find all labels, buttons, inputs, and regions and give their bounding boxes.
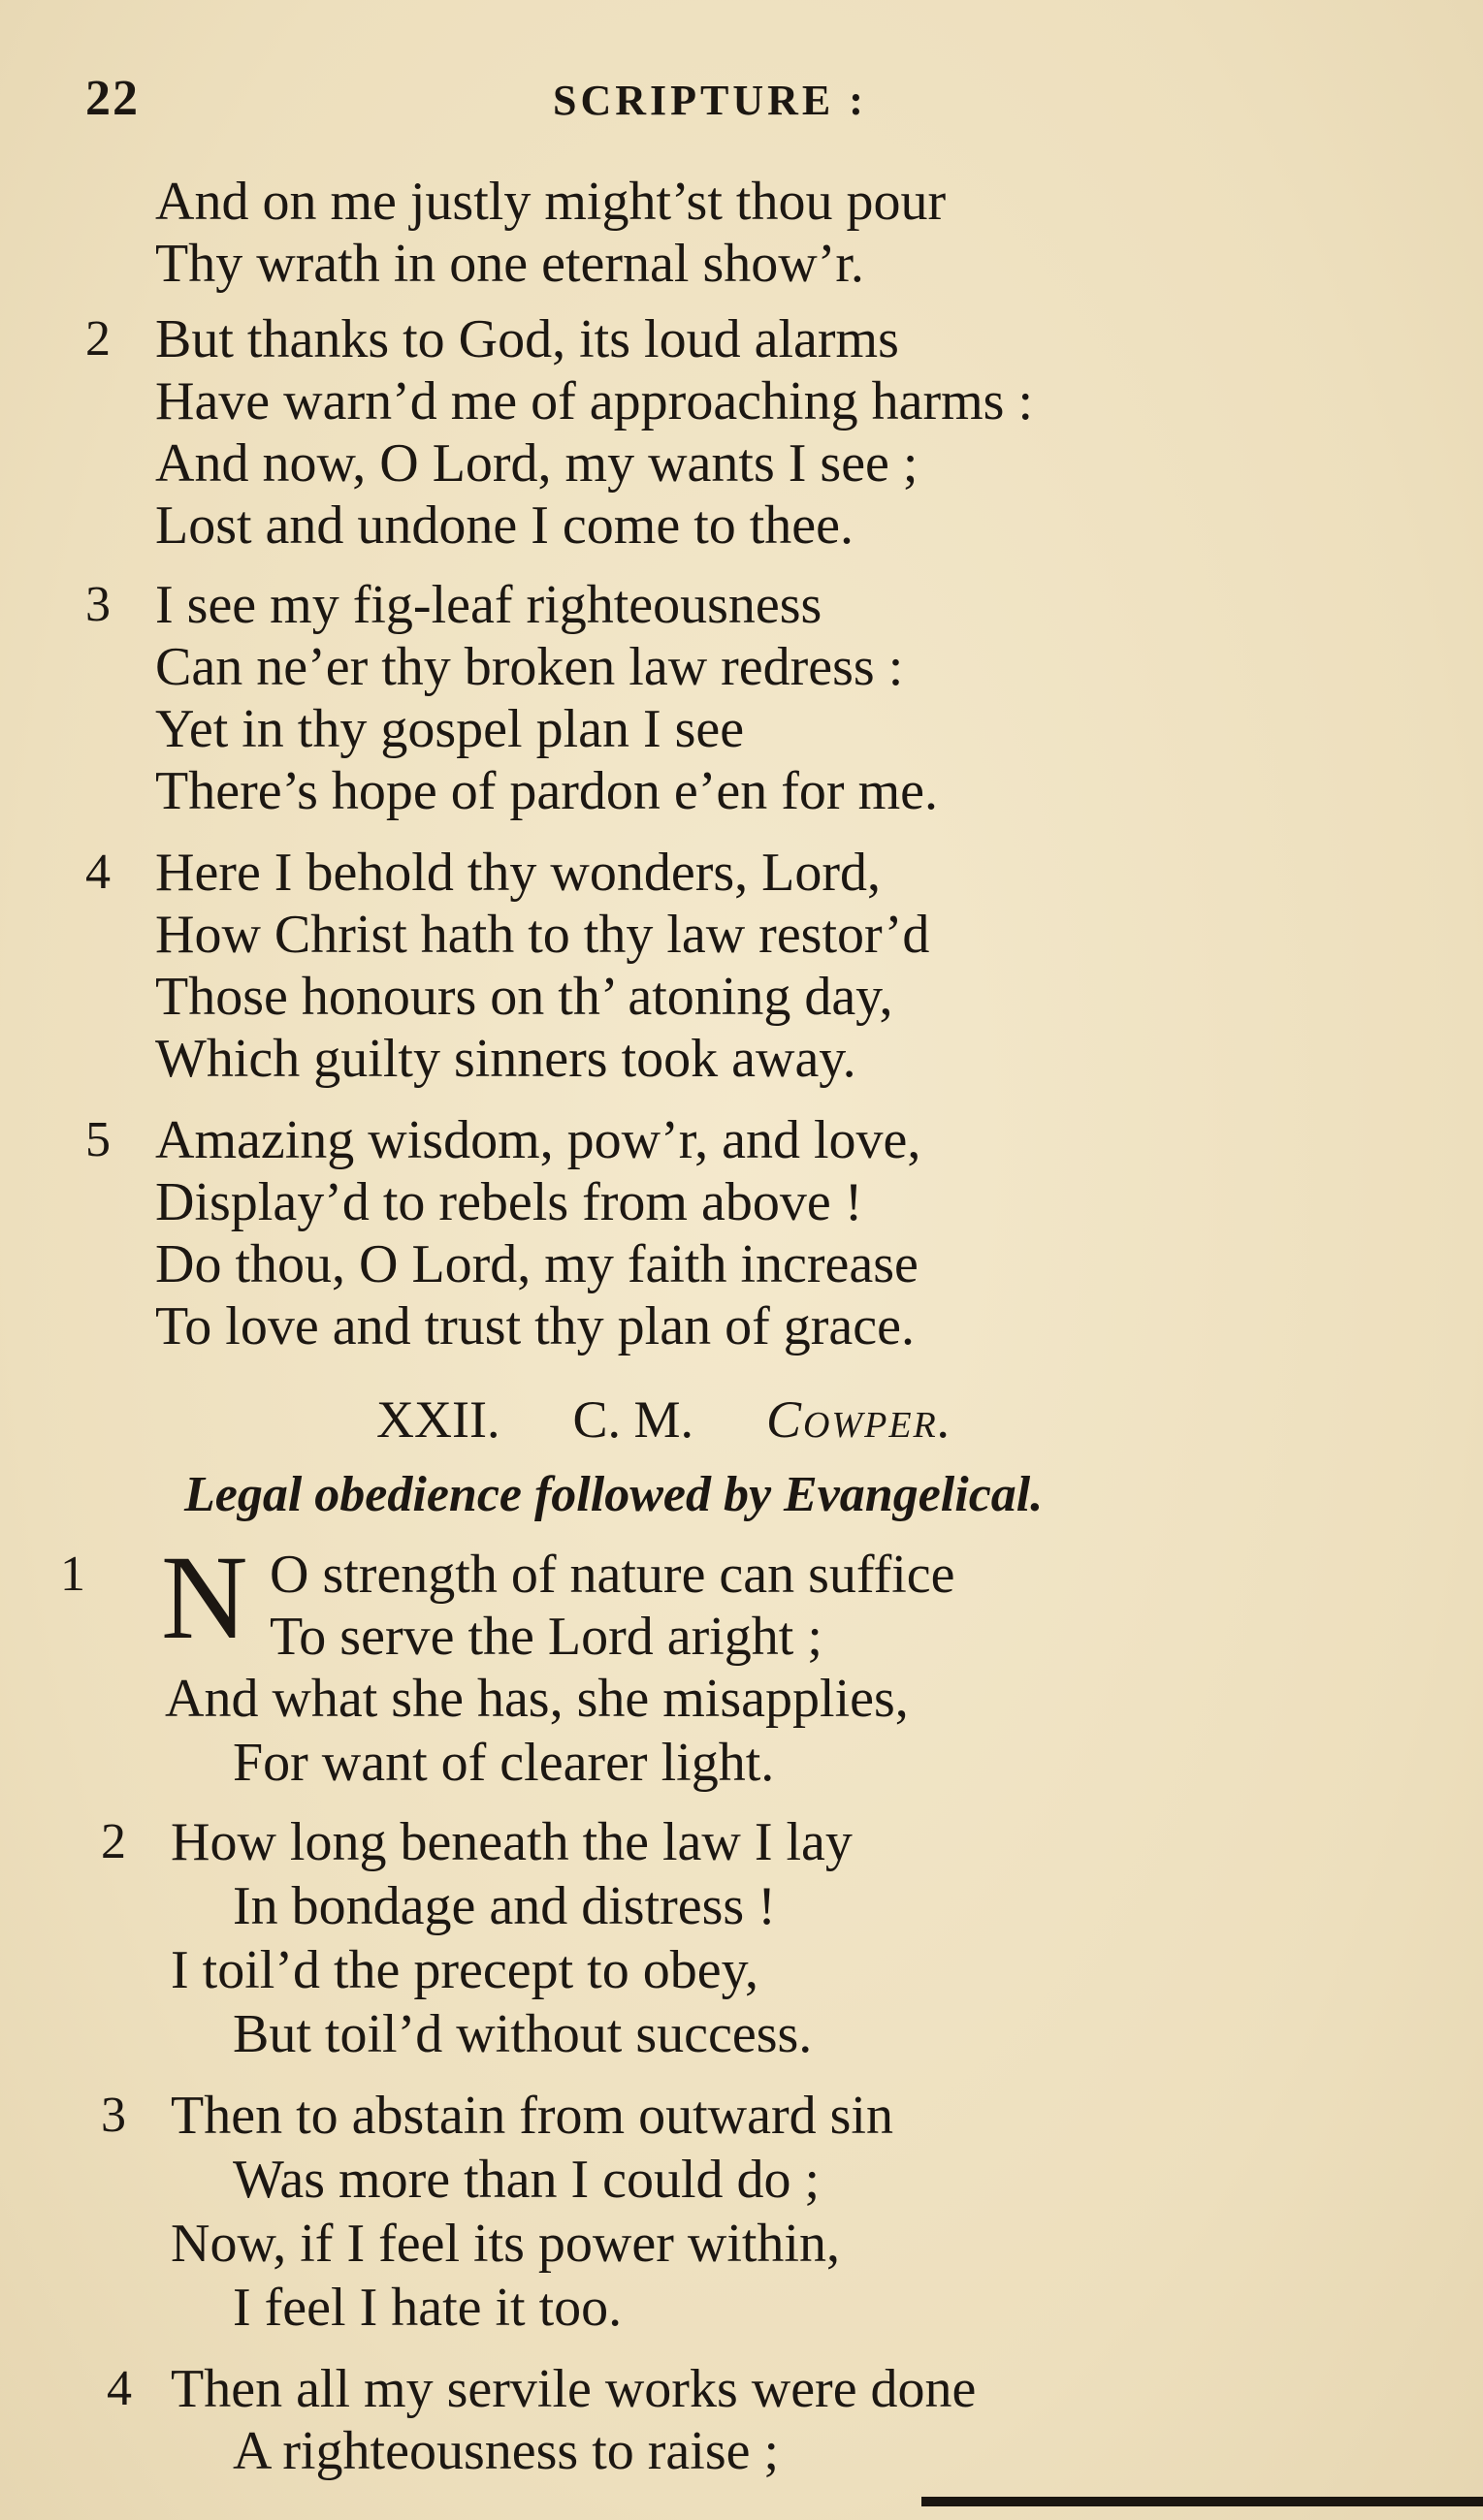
hymn-line: Can ne’er thy broken law redress :	[155, 637, 904, 697]
hymn-line: But thanks to God, its loud alarms	[155, 309, 899, 369]
hymn-line: How long beneath the law I lay	[171, 1812, 853, 1872]
hymn-line: I see my fig-leaf righteousness	[155, 575, 822, 635]
hymn-line: Then to abstain from outward sin	[171, 2086, 893, 2146]
hymn-line: O strength of nature can suffice	[270, 1545, 955, 1605]
page-number: 22	[85, 71, 140, 126]
hymn-line: In bondage and distress !	[233, 1876, 776, 1936]
hymn-line: And on me justly might’st thou pour	[155, 172, 947, 232]
verse-number: 2	[101, 1814, 126, 1869]
hymn-line: And what she has, she misapplies,	[165, 1669, 909, 1729]
hymn-numeral: XXII.	[376, 1390, 500, 1449]
verse-number: 5	[85, 1112, 111, 1167]
hymn-line: Yet in thy gospel plan I see	[155, 699, 745, 759]
hymn-line: Then all my servile works were done	[171, 2359, 977, 2419]
hymn-meter: C. M.	[572, 1390, 694, 1449]
hymn-line: Lost and undone I come to thee.	[155, 495, 854, 556]
hymn-line: For want of clearer light.	[233, 1733, 775, 1793]
hymn-line: There’s hope of pardon e’en for me.	[155, 761, 938, 821]
verse-number: 1	[60, 1547, 85, 1602]
hymn-line: I feel I hate it too.	[233, 2278, 623, 2338]
hymn-line: Here I behold thy wonders, Lord,	[155, 843, 882, 903]
hymn-line: Thy wrath in one eternal show’r.	[155, 234, 864, 294]
hymn-line: But toil’d without success.	[233, 2004, 813, 2064]
verse-number: 4	[107, 2361, 132, 2416]
hymn-line: How Christ hath to thy law restor’d	[155, 905, 930, 965]
hymn-author: Cowper.	[766, 1390, 953, 1449]
hymn-line: And now, O Lord, my wants I see ;	[155, 433, 919, 494]
hymn-line: Have warn’d me of approaching harms :	[155, 371, 1033, 431]
verse-number: 4	[85, 845, 111, 900]
verse-number: 3	[101, 2088, 126, 2143]
hymn-line: Amazing wisdom, pow’r, and love,	[155, 1110, 921, 1170]
hymn-line: To love and trust thy plan of grace.	[155, 1296, 915, 1356]
hymn-line: A righteousness to raise ;	[233, 2421, 780, 2481]
hymn-line: Do thou, O Lord, my faith increase	[155, 1234, 919, 1294]
hymn-line: Those honours on th’ atoning day,	[155, 967, 893, 1027]
hymn-heading	[376, 1388, 952, 1451]
hymn-line: Now, if I feel its power within,	[171, 2214, 840, 2274]
running-head: SCRIPTURE :	[553, 77, 867, 124]
page-header	[0, 70, 1483, 138]
verse-number: 2	[85, 311, 111, 367]
verse-number: 3	[85, 577, 111, 632]
drop-cap: N	[161, 1531, 248, 1664]
hymn-line: Display’d to rebels from above !	[155, 1172, 863, 1232]
hymn-line: Was more than I could do ;	[233, 2150, 821, 2210]
page-edge-shadow	[921, 2497, 1483, 2506]
hymn-line: To serve the Lord aright ;	[270, 1607, 822, 1667]
hymn-line: I toil’d the precept to obey,	[171, 1940, 758, 2000]
hymn-subtitle: Legal obedience followed by Evangelical.	[184, 1467, 1044, 1522]
hymn-line: Which guilty sinners took away.	[155, 1029, 856, 1089]
